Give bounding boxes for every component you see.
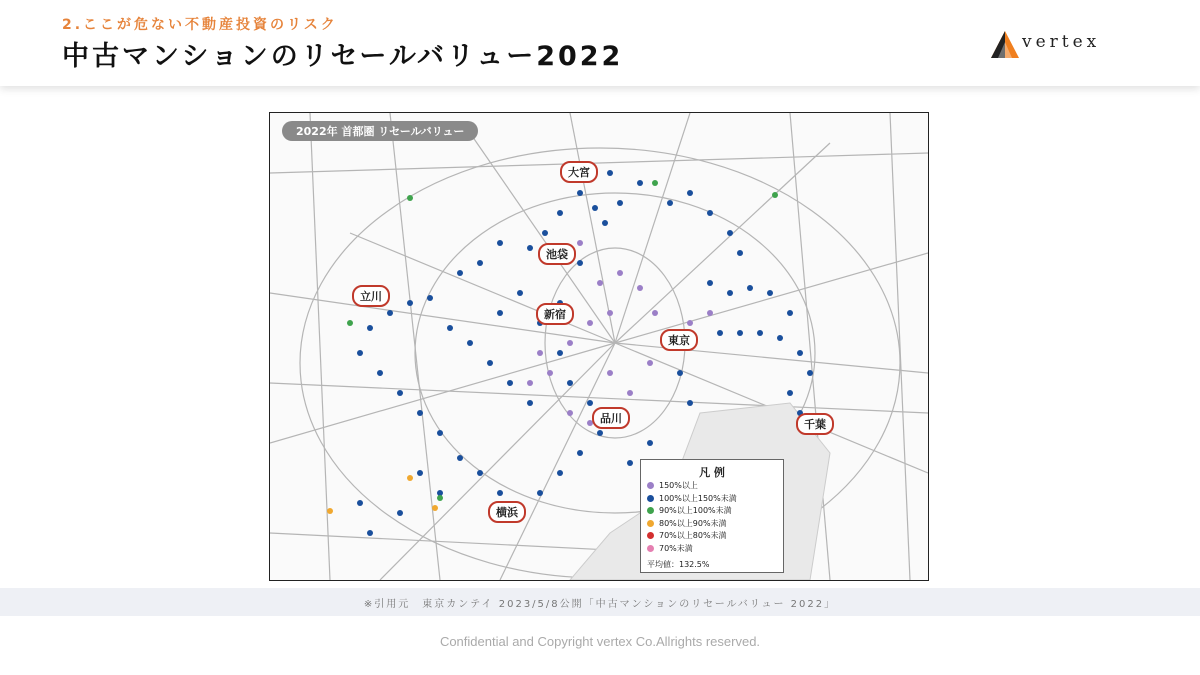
legend-dot-blue — [647, 495, 654, 502]
station-label-yokohama: 横浜 — [488, 501, 526, 523]
station-label-shinagawa: 品川 — [592, 407, 630, 429]
legend-item — [641, 543, 783, 556]
legend-average: 平均値：132.5% — [647, 560, 710, 569]
legend-dot-orange — [647, 520, 654, 527]
section-subtitle: 2.ここが危ない不動産投資のリスク — [62, 17, 338, 33]
legend-label: 70%以上80%未満 — [659, 531, 727, 540]
legend-item — [641, 530, 783, 543]
legend-dot-purple — [647, 482, 654, 489]
legend-label: 150%以上 — [659, 481, 698, 490]
station-label-ikebukuro: 池袋 — [538, 243, 576, 265]
station-label-tachikawa: 立川 — [352, 285, 390, 307]
map-title: 2022年 首都圏 リセールバリュー — [282, 121, 478, 141]
legend-title: 凡 例 — [699, 466, 725, 479]
vertex-logo — [988, 28, 1118, 62]
station-label-shinjuku: 新宿 — [536, 303, 574, 325]
station-label-tokyo: 東京 — [660, 329, 698, 351]
station-label-omiya: 大宮 — [560, 161, 598, 183]
header — [0, 0, 1200, 86]
legend-dot-green — [647, 507, 654, 514]
page-title: 中古マンションのリセールバリュー2022 — [62, 41, 624, 72]
legend-item — [641, 505, 783, 518]
logo-text: vertex — [1022, 32, 1101, 52]
legend-label: 90%以上100%未満 — [659, 506, 732, 515]
station-label-chiba: 千葉 — [796, 413, 834, 435]
railway-resale-map — [269, 112, 929, 581]
vertex-logo-icon — [988, 28, 1022, 62]
copyright-footer: Confidential and Copyright vertex Co.Allrights reserved. — [439, 634, 761, 649]
legend-label: 100%以上150%未満 — [659, 493, 737, 503]
map-legend — [640, 459, 784, 573]
legend-item — [641, 493, 783, 506]
legend-label: 70%未満 — [659, 543, 693, 553]
citation-text: ※引用元 東京カンテイ 2023/5/8公開「中古マンションのリセールバリュー 2022」 — [363, 599, 837, 610]
citation-bar — [0, 588, 1200, 616]
legend-item — [641, 480, 783, 493]
legend-dot-red — [647, 532, 654, 539]
legend-item — [641, 518, 783, 531]
legend-label: 80%以上90%未満 — [659, 518, 727, 528]
map-graphic — [270, 113, 928, 580]
legend-dot-pink — [647, 545, 654, 552]
